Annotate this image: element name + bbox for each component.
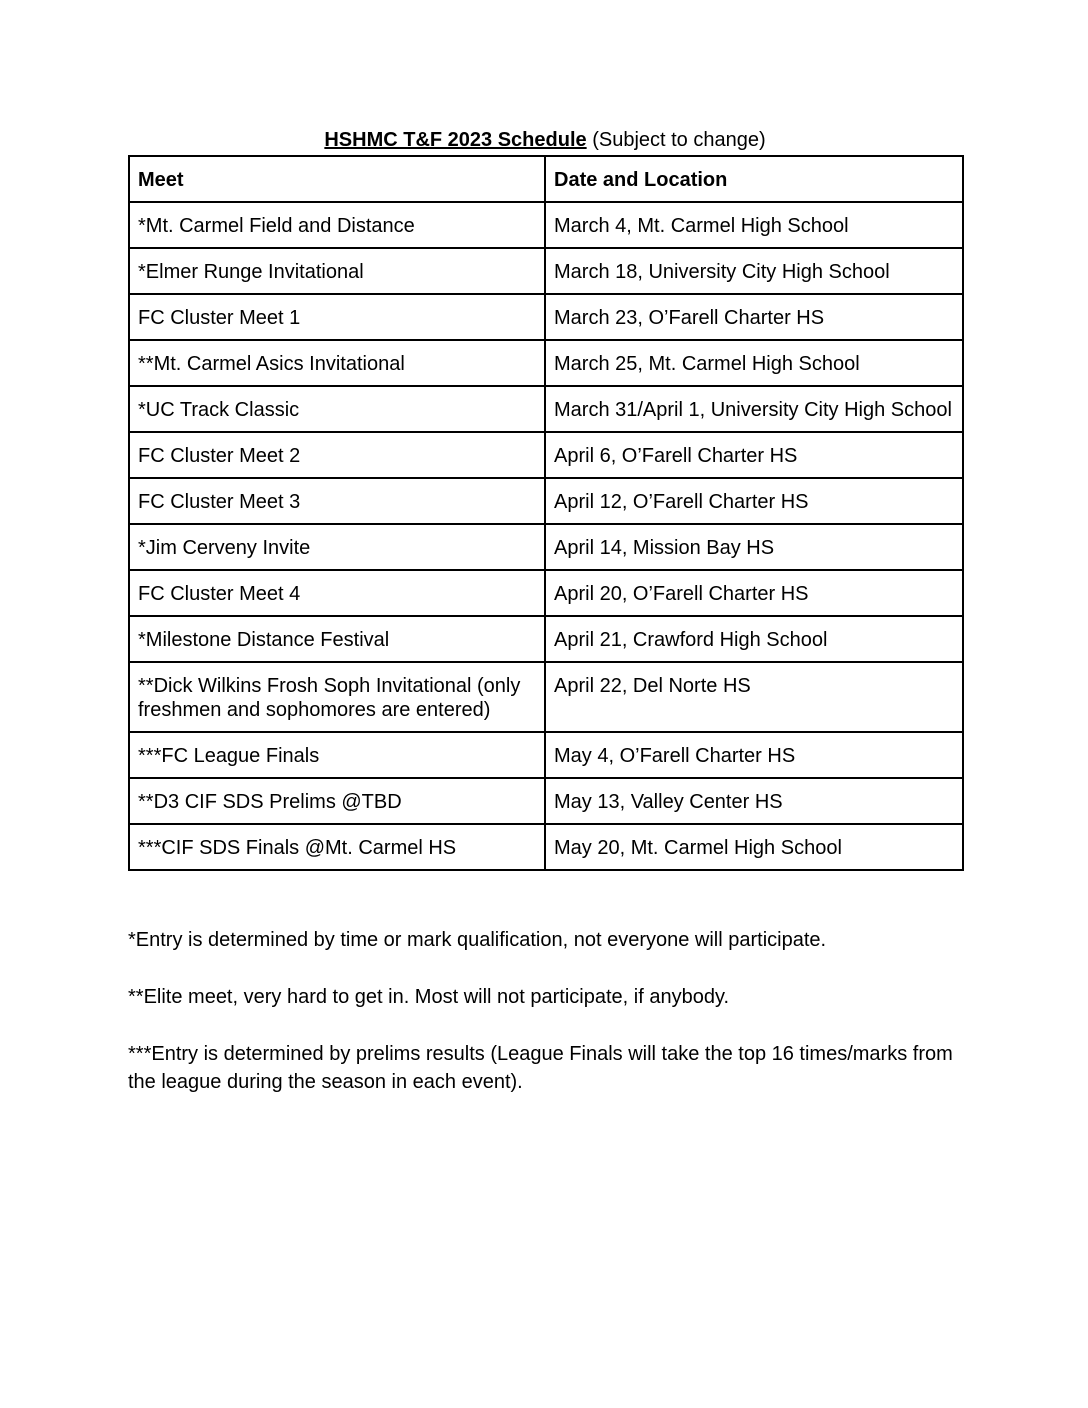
meet-cell: ***CIF SDS Finals @Mt. Carmel HS: [129, 824, 545, 870]
date-location-cell: April 20, O’Farell Charter HS: [545, 570, 963, 616]
meet-cell: *UC Track Classic: [129, 386, 545, 432]
table-row: [129, 386, 963, 432]
date-location-cell: March 25, Mt. Carmel High School: [545, 340, 963, 386]
table-row: [129, 662, 963, 732]
meet-cell: FC Cluster Meet 3: [129, 478, 545, 524]
meet-cell: FC Cluster Meet 1: [129, 294, 545, 340]
table-row: [129, 732, 963, 778]
date-location-cell: March 31/April 1, University City High School: [545, 386, 963, 432]
meet-cell: *Mt. Carmel Field and Distance: [129, 202, 545, 248]
schedule-title: HSHMC T&F 2023 Schedule: [324, 129, 587, 151]
footnote-triple-asterisk: ***Entry is determined by prelims results (League Finals will take the top 16 times/marks from the league during the season in each event).: [128, 1043, 953, 1093]
meet-cell: ***FC League Finals: [129, 732, 545, 778]
meet-cell: *Elmer Runge Invitational: [129, 248, 545, 294]
title-subtitle: (Subject to change): [586, 129, 766, 151]
table-row: [129, 778, 963, 824]
meet-cell: *Milestone Distance Festival: [129, 616, 545, 662]
date-location-cell: April 22, Del Norte HS: [545, 662, 963, 732]
meet-cell: FC Cluster Meet 4: [129, 570, 545, 616]
schedule-table: [128, 155, 964, 871]
date-location-cell: April 6, O’Farell Charter HS: [545, 432, 963, 478]
date-location-cell: May 4, O’Farell Charter HS: [545, 732, 963, 778]
document-title: [128, 128, 962, 152]
footnote-double-asterisk: **Elite meet, very hard to get in. Most will not participate, if anybody.: [128, 986, 730, 1008]
table-row: [129, 524, 963, 570]
meet-cell: **Mt. Carmel Asics Invitational: [129, 340, 545, 386]
table-row: [129, 824, 963, 870]
table-row: [129, 202, 963, 248]
table-row: [129, 432, 963, 478]
column-header-meet: Meet: [129, 156, 545, 202]
table-row: [129, 340, 963, 386]
table-row: [129, 294, 963, 340]
meet-cell: **Dick Wilkins Frosh Soph Invitational (only freshmen and sophomores are entered): [129, 662, 545, 732]
table-header-row: [129, 156, 963, 202]
table-row: [129, 616, 963, 662]
date-location-cell: March 18, University City High School: [545, 248, 963, 294]
table-row: [129, 478, 963, 524]
meet-cell: *Jim Cerveny Invite: [129, 524, 545, 570]
date-location-cell: May 13, Valley Center HS: [545, 778, 963, 824]
date-location-cell: March 23, O’Farell Charter HS: [545, 294, 963, 340]
table-row: [129, 570, 963, 616]
date-location-cell: May 20, Mt. Carmel High School: [545, 824, 963, 870]
footnotes: [128, 926, 968, 1125]
meet-cell: FC Cluster Meet 2: [129, 432, 545, 478]
meet-cell: **D3 CIF SDS Prelims @TBD: [129, 778, 545, 824]
date-location-cell: April 12, O’Farell Charter HS: [545, 478, 963, 524]
date-location-cell: March 4, Mt. Carmel High School: [545, 202, 963, 248]
footnote-single-asterisk: *Entry is determined by time or mark qualification, not everyone will participate.: [128, 929, 827, 951]
date-location-cell: April 14, Mission Bay HS: [545, 524, 963, 570]
table-row: [129, 248, 963, 294]
date-location-cell: April 21, Crawford High School: [545, 616, 963, 662]
column-header-date-location: Date and Location: [545, 156, 963, 202]
